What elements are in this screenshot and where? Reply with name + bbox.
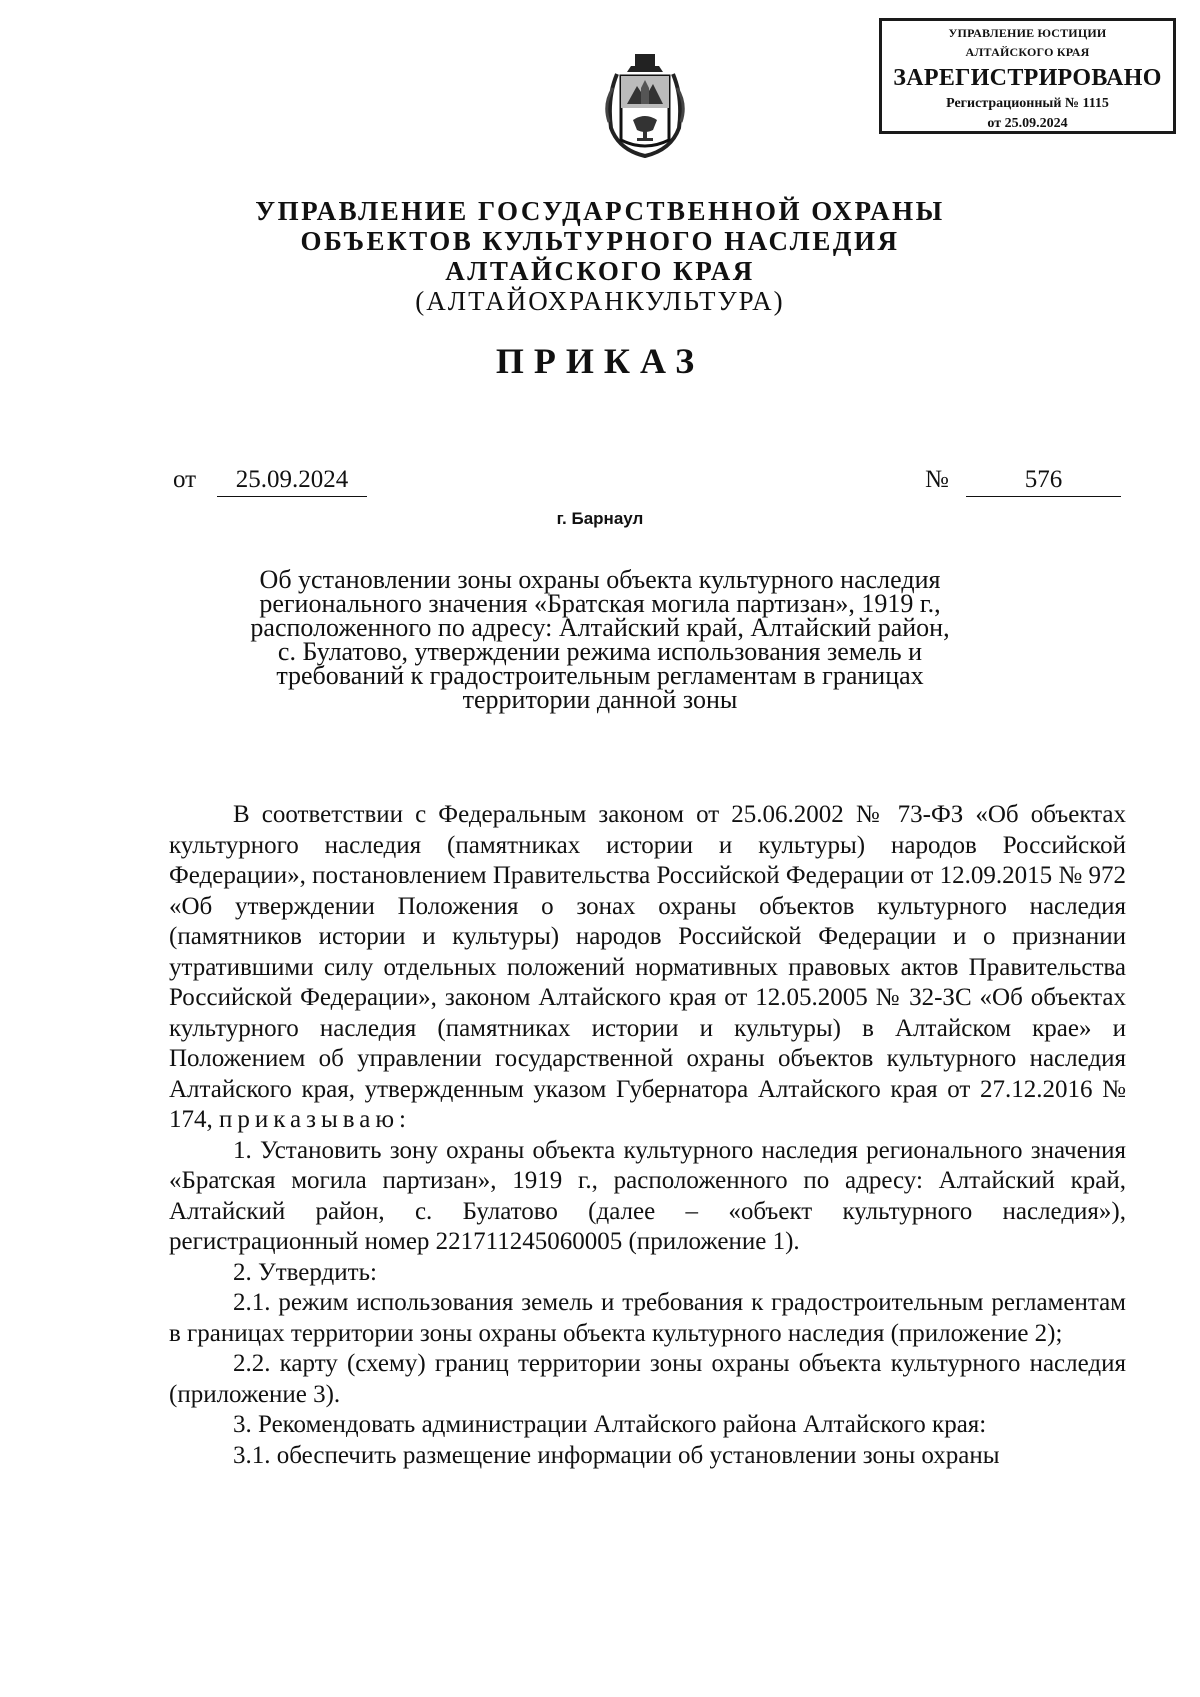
document-number: 576 [966, 466, 1121, 497]
item-2-2: 2.2. карту (схему) границ территории зоны охраны объекта культурного наследия (приложение 3). [169, 1350, 1126, 1408]
stamp-org-line1: УПРАВЛЕНИЕ ЮСТИЦИИ [948, 26, 1107, 40]
city: г. Барнаул [556, 509, 644, 528]
preamble-text: В соответствии с Федеральным законом от 25.06.2002 № 73-ФЗ «Об объектах культурного наследия (памятниках истории и культуры) народов Российской Федерации», постановлением Правительства Российской Федерации от 12.09.2015 № 972 «Об утверждении Положения о зонах охраны объектов культурного наследия (памятников истории и культуры) народов Российской Федерации и о признании утратившими силу отдельных положений нормативных правовых актов Правительства Российской Федерации», законом Алтайского края от 12.05.2005 № 32-ЗС «Об объектах культурного наследия (памятниках истории и культуры) в Алтайском крае» и Положением об управлении государственной охраны объектов культурного наследия Алтайского края, утвержденным указом Губернатора Алтайского края от 27.12.2016 № 174, [169, 801, 1126, 1133]
stamp-reg-number: Регистрационный № 1115 [946, 96, 1109, 111]
document-subject [180, 565, 1020, 714]
document-date: 25.09.2024 [217, 466, 367, 497]
header-line3: АЛТАЙСКОГО КРАЯ [445, 256, 755, 286]
subject-line1: Об установлении зоны охраны объекта культурного наследия [259, 565, 941, 594]
item-1: 1. Установить зону охраны объекта культурного наследия регионального значения «Братская могила партизан», 1919 г., расположенного по адресу: Алтайский край, Алтайский район, с. Булатово (далее – «объект культурного наследия»), регистрационный номер 221711245060005 (приложение 1). [169, 1136, 1126, 1255]
item-2: 2. Утвердить: [233, 1258, 377, 1286]
subject-line2: регионального значения «Братская могила партизан», 1919 г., [259, 589, 941, 618]
stamp-org-line2: АЛТАЙСКОГО КРАЯ [965, 45, 1090, 59]
subject-line6: территории данной зоны [462, 685, 738, 714]
header-line2: ОБЪЕКТОВ КУЛЬТУРНОГО НАСЛЕДИЯ [300, 226, 900, 256]
item-3-1: 3.1. обеспечить размещение информации об установлении зоны охраны [233, 1441, 1000, 1469]
document-body [169, 800, 1126, 1471]
item-2-1: 2.1. режим использования земель и требования к градостроительным регламентам в границах территории зоны охраны объекта культурного наследия (приложение 2); [169, 1289, 1126, 1347]
date-label: от [173, 466, 197, 493]
header-line1: УПРАВЛЕНИЕ ГОСУДАРСТВЕННОЙ ОХРАНЫ [255, 196, 945, 226]
order-word: приказываю: [219, 1106, 411, 1133]
number-label: № [925, 466, 949, 493]
item-3: 3. Рекомендовать администрации Алтайского района Алтайского края: [233, 1411, 987, 1438]
stamp-status: ЗАРЕГИСТРИРОВАНО [893, 65, 1162, 91]
coat-of-arms-icon [597, 48, 693, 160]
registration-stamp [879, 18, 1176, 134]
preamble-paragraph [169, 800, 1126, 1136]
document-title: ПРИКАЗ [495, 341, 705, 381]
subject-line4: с. Булатово, утверждении режима использования земель и [277, 637, 923, 666]
subject-line3: расположенного по адресу: Алтайский край, Алтайский район, [250, 613, 950, 642]
header-line4: (АЛТАЙОХРАНКУЛЬТУРА) [415, 286, 785, 316]
subject-line5: требований к градостроительным регламентам в границах [276, 661, 924, 690]
agency-header [0, 196, 1200, 316]
stamp-reg-date: от 25.09.2024 [987, 116, 1068, 131]
